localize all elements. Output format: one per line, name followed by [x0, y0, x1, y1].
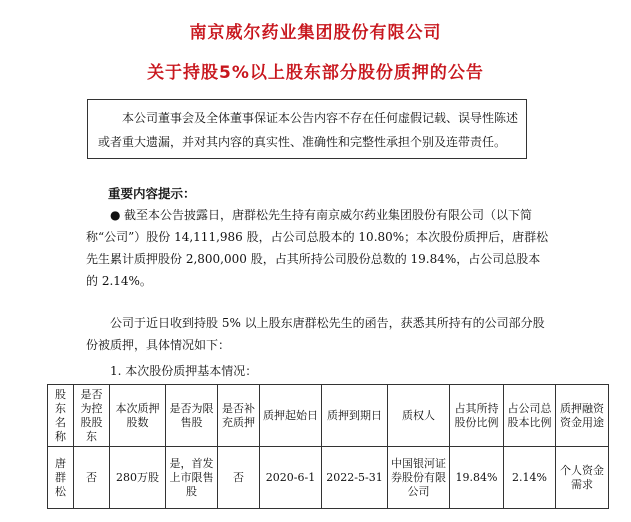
table-cell: 2022-5-31	[322, 447, 388, 509]
announcement-company-title: 南京威尔药业集团股份有限公司	[189, 23, 442, 43]
table-cell: 个人资金需求	[556, 447, 609, 509]
highlights-heading: 重要内容提示：	[108, 186, 196, 201]
header-cell: 是否为限售股	[166, 385, 218, 447]
table-cell: 2.14%	[504, 447, 556, 509]
table-cell: 是，首发上市限售股	[166, 447, 218, 509]
table-cell: 否	[74, 447, 110, 509]
intro-paragraph	[86, 312, 556, 356]
text-line: 先生累计质押股份 2,800,000 股，占其所持公司股份总数的 19.84%，占公司总股本	[86, 252, 541, 266]
notice-line: 本公司董事会及全体董事保证本公告内容不存在任何虚假记载、误导性陈述	[122, 111, 519, 125]
table-cell: 唐群松	[48, 447, 74, 509]
table-cell: 2020-6-1	[260, 447, 322, 509]
subsection-heading: 1. 本次股份质押基本情况：	[110, 364, 258, 378]
table-cell: 19.84%	[450, 447, 504, 509]
table-cell: 中国银河证券股份有限公司	[388, 447, 450, 509]
header-cell: 质权人	[388, 385, 450, 447]
header-cell: 质押到期日	[322, 385, 388, 447]
header-cell: 是否补充质押	[218, 385, 260, 447]
header-cell: 占其所持股份比例	[450, 385, 504, 447]
text-line: 称“公司”）股份 14,111,986 股，占公司总股本的 10.80%；本次股份质押后，唐群松	[86, 230, 549, 244]
bullet-icon: ●	[110, 208, 121, 222]
header-cell: 股东名称	[48, 385, 74, 447]
header-cell: 质押融资资金用途	[556, 385, 609, 447]
text-line: 的 2.14%。	[86, 274, 152, 288]
header-cell: 占公司总股本比例	[504, 385, 556, 447]
table-cell: 280万股	[110, 447, 166, 509]
table-row	[48, 447, 609, 509]
text-line: 截至本公告披露日，唐群松先生持有南京威尔药业集团股份有限公司（以下简	[124, 208, 533, 222]
highlights-paragraph	[86, 204, 556, 292]
text-line: 公司于近日收到持股 5% 以上股东唐群松先生的函告，获悉其所持有的公司部分股	[110, 316, 545, 330]
board-guarantee-notice	[87, 99, 527, 159]
text-line: 份被质押，具体情况如下：	[86, 338, 231, 352]
pledge-table	[47, 384, 609, 509]
table-cell: 否	[218, 447, 260, 509]
header-cell: 是否为控股股东	[74, 385, 110, 447]
announcement-subject-title: 关于持股5%以上股东部分股份质押的公告	[147, 63, 484, 83]
header-cell: 本次质押股数	[110, 385, 166, 447]
notice-line: 或者重大遗漏，并对其内容的真实性、准确性和完整性承担个别及连带责任。	[98, 135, 507, 149]
header-cell: 质押起始日	[260, 385, 322, 447]
table-header-row	[48, 385, 609, 447]
